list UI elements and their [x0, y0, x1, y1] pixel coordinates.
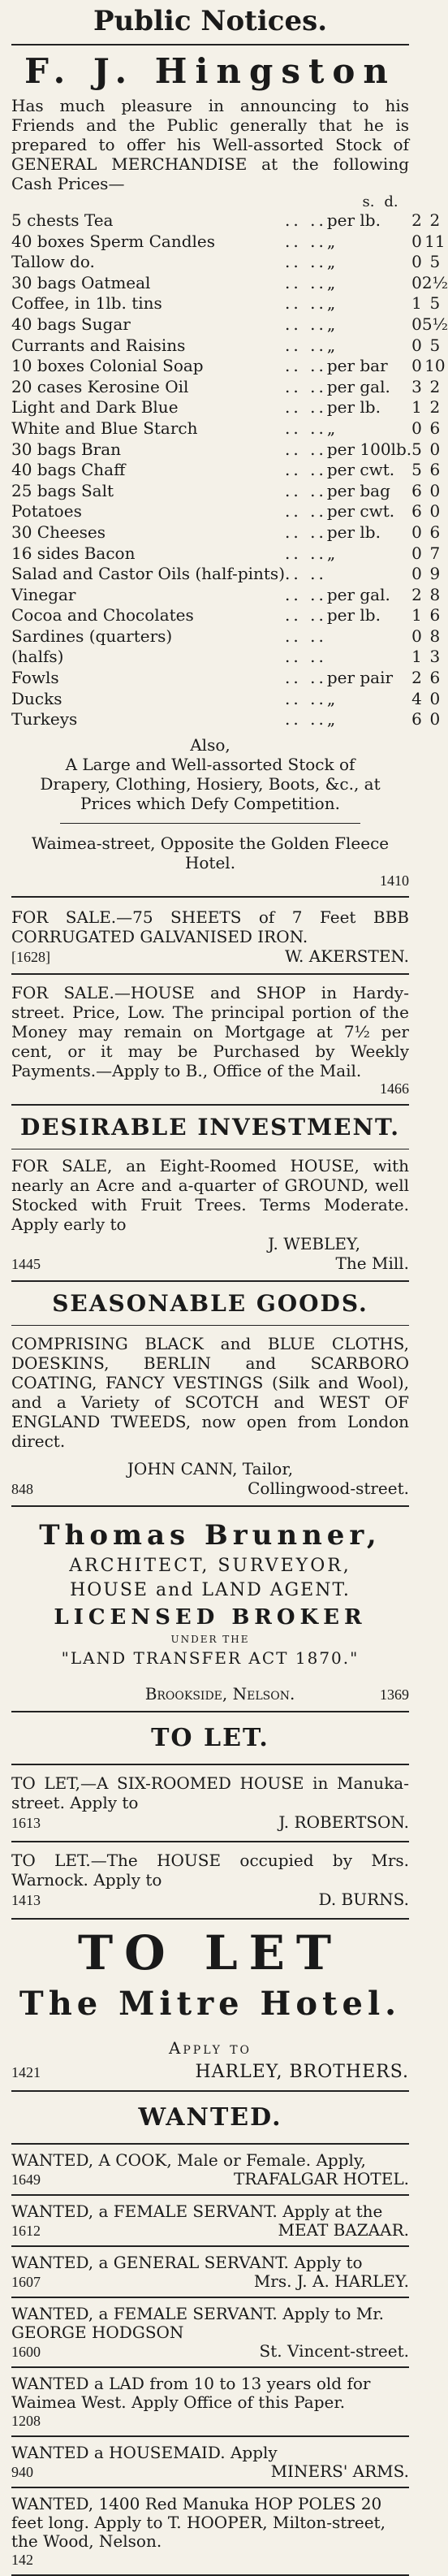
item-unit: per bag: [326, 480, 390, 500]
item-shillings: 6: [411, 709, 422, 730]
ref-number: 1607: [11, 2273, 41, 2290]
item-unit: „: [326, 252, 336, 272]
price-row: [11, 481, 448, 502]
item-unit: per bar: [326, 356, 388, 376]
ref-number: 1421: [11, 2063, 41, 2080]
price-row: [11, 605, 448, 626]
wanted-advert: [11, 2247, 409, 2297]
price-row: [11, 418, 448, 439]
item-name: Tallow do.: [11, 252, 95, 272]
item-pence: 2½: [421, 272, 448, 292]
item-pence: 6: [429, 668, 441, 688]
advert-line: UNDER THE: [170, 1633, 250, 1645]
advert-text: TO LET.—The HOUSE occupied by Mrs. Warnock. Apply to: [11, 1850, 409, 1890]
leader-dots: .. ..: [285, 356, 327, 376]
leader-dots: .. ..: [285, 668, 327, 688]
advert-line: LICENSED BROKER: [54, 1604, 367, 1630]
item-unit: „: [326, 335, 336, 355]
ref-number: 1613: [11, 1814, 41, 1831]
item-shillings: 4: [411, 688, 422, 708]
item-shillings: 0: [411, 272, 422, 292]
item-shillings: 2: [411, 210, 422, 230]
item-pence: 6: [429, 522, 441, 542]
leader-dots: .. ..: [285, 210, 327, 230]
item-unit: „: [326, 418, 336, 438]
item-name: Turkeys: [11, 709, 78, 730]
item-unit: [327, 647, 411, 668]
leader-dots: .. ..: [285, 376, 327, 396]
item-shillings: 0: [411, 231, 422, 251]
wanted-advert: [11, 2196, 409, 2245]
advert-address: Waimea-street, Opposite the Golden Fleece Hotel.: [31, 833, 390, 872]
item-pence: 6: [429, 460, 441, 480]
item-unit: „: [326, 293, 336, 314]
section-heading: SEASONABLE GOODS.: [52, 1289, 368, 1317]
item-shillings: 6: [411, 480, 422, 500]
leader-dots: .. ..: [285, 688, 327, 708]
item-shillings: 5: [411, 439, 422, 459]
item-pence: 5½: [421, 314, 448, 334]
advertiser-name: Mrs. J. A. HARLEY.: [253, 2271, 409, 2291]
leader-dots: .. ..: [285, 605, 327, 626]
price-row: [11, 356, 448, 377]
ref-number: [1628]: [11, 948, 50, 965]
advertiser-place: Collingwood-street.: [248, 1478, 409, 1498]
divider: [11, 1325, 409, 1326]
item-pence: 0: [429, 501, 441, 522]
item-pence: 2: [429, 376, 441, 396]
item-name: 30 bags Oatmeal: [11, 272, 151, 292]
item-name: White and Blue Starch: [11, 418, 198, 438]
advert-text: FOR SALE, an Eight-Roomed HOUSE, with nearly an Acre and a-quarter of GROUND, well Stocked with Fruit Trees. Terms Moderate. Apply early to: [11, 1155, 409, 1234]
ref-number: 940: [11, 2463, 33, 2480]
leader-dots: .. ..: [285, 564, 327, 584]
item-unit: per cwt.: [326, 460, 395, 480]
apply-label: Apply to: [168, 2037, 252, 2058]
item-name: Fowls: [11, 668, 59, 688]
leader-dots: .. ..: [285, 397, 327, 418]
item-shillings: 1: [411, 293, 422, 314]
leader-dots: .. ..: [285, 647, 327, 667]
item-name: Potatoes: [11, 501, 82, 522]
wanted-advert: [11, 2368, 409, 2435]
item-name: 30 bags Bran: [11, 439, 122, 459]
advert-text: WANTED, a FEMALE SERVANT. Apply at the: [11, 2201, 383, 2221]
item-name: Vinegar: [11, 584, 76, 604]
item-pence: 5: [429, 335, 441, 355]
item-pence: 8: [429, 584, 441, 604]
item-name: Ducks: [11, 688, 62, 708]
item-shillings: 0: [411, 252, 422, 272]
item-name: Light and Dark Blue: [11, 397, 179, 418]
ref-number: 1466: [380, 1080, 409, 1097]
price-row: [11, 543, 448, 565]
item-pence: 0: [429, 439, 441, 459]
item-pence: 11: [424, 231, 446, 251]
leader-dots: .. ..: [285, 418, 327, 438]
leader-dots: .. ..: [285, 231, 327, 251]
price-row: [11, 564, 448, 585]
item-unit: per lb.: [326, 605, 381, 626]
item-unit: „: [326, 314, 336, 334]
section-heading: WANTED.: [138, 2102, 282, 2132]
advert-text: FOR SALE.—75 SHEETS of 7 Feet BBB CORRUGATED GALVANISED IRON.: [11, 907, 409, 946]
item-name: 5 chests Tea: [11, 210, 114, 230]
advert-text: COMPRISING BLACK and BLUE CLOTHS, DOESKINS, BERLIN and SCARBORO COATING, FANCY VESTINGS (Silk and Wool), and a Variety of SCOTCH and WEST OF ENGLAND TWEEDS, now open from London direct.: [11, 1333, 409, 1451]
leader-dots: .. ..: [285, 584, 327, 604]
item-pence: 3: [429, 647, 441, 667]
masthead: Public Notices.: [93, 5, 328, 37]
advert-text: FOR SALE.—HOUSE and SHOP in Hardy-street. Price, Low. The principal portion of the Money may remain on Mortgage at 7½ per cent, or it may be Purchased by Weekly Payments.—Apply to B., Office of the Mail.: [11, 982, 409, 1080]
advertiser-name: HARLEY, BROTHERS.: [195, 2061, 409, 2082]
wanted-advert: [11, 2488, 409, 2574]
leader-dots: .. ..: [285, 709, 327, 730]
item-shillings: 0: [411, 564, 422, 584]
leader-dots: .. ..: [285, 314, 327, 334]
advertiser-name: TRAFALGAR HOTEL.: [234, 2168, 409, 2189]
item-shillings: 0: [411, 314, 422, 334]
item-pence: 0: [429, 480, 441, 500]
wanted-advert: [11, 2437, 409, 2487]
item-pence: 10: [424, 356, 446, 376]
item-name: (halfs): [11, 647, 64, 667]
price-row: [11, 336, 448, 357]
item-shillings: 2: [411, 668, 422, 688]
let-manuka-advert: [11, 1765, 409, 1833]
item-name: 25 bags Salt: [11, 480, 114, 500]
advert-text: TO LET,—A SIX-ROOMED HOUSE in Manuka-street. Apply to: [11, 1773, 409, 1812]
price-row: [11, 689, 448, 710]
item-pence: 6: [429, 418, 441, 438]
item-name: Coffee, in 1lb. tins: [11, 293, 162, 314]
advert-intro: Has much pleasure in announcing to his Friends and the Public generally that he is prepared to offer his Well-assorted Stock of GENERAL MERCHANDISE at the following Cash Prices—: [11, 96, 409, 193]
leader-dots: .. ..: [285, 439, 327, 459]
leader-dots: .. ..: [285, 522, 327, 542]
advert-text: WANTED, a GENERAL SERVANT. Apply to: [11, 2252, 363, 2272]
item-name: 30 Cheeses: [11, 522, 106, 542]
advertiser-place: The Mill.: [335, 1253, 409, 1273]
price-row: [11, 709, 448, 730]
wanted-advert: [11, 2145, 409, 2194]
advertiser-name: Thomas Brunner,: [39, 1518, 381, 1552]
price-row: [11, 232, 448, 253]
price-row: [11, 626, 448, 647]
price-row: [11, 273, 448, 294]
item-pence: 9: [429, 564, 441, 584]
section-heading: DESIRABLE INVESTMENT.: [19, 1113, 401, 1141]
ref-number: 1208: [11, 2412, 41, 2429]
price-row: [11, 377, 448, 398]
item-unit: per gal.: [326, 376, 390, 396]
advert-title: F. J. Hingston: [24, 51, 396, 91]
item-unit: „: [326, 688, 336, 708]
item-pence: 2: [429, 210, 441, 230]
item-shillings: 0: [411, 356, 422, 376]
price-row: [11, 460, 448, 481]
item-name: 40 bags Sugar: [11, 314, 131, 334]
leader-dots: .. ..: [285, 272, 327, 292]
item-shillings: 0: [411, 543, 422, 563]
advert-line: "LAND TRANSFER ACT 1870.": [61, 1647, 360, 1668]
item-unit: per lb.: [326, 397, 381, 418]
item-name: 40 bags Chaff: [11, 460, 126, 480]
item-shillings: 0: [411, 522, 422, 542]
item-pence: 0: [429, 688, 441, 708]
advert-line: HOUSE and LAND AGENT.: [70, 1579, 351, 1600]
advert-line: ARCHITECT, SURVEYOR,: [69, 1555, 351, 1576]
item-unit: „: [326, 272, 336, 292]
leader-dots: .. ..: [285, 460, 327, 480]
wanted-advert: [11, 2298, 409, 2366]
price-list: [11, 210, 448, 730]
item-name: 16 sides Bacon: [11, 543, 136, 563]
item-shillings: 0: [411, 335, 422, 355]
mitre-advert: [11, 1920, 409, 2082]
advertiser-name: St. Vincent-street.: [259, 2340, 409, 2361]
advertiser-name: MEAT BAZAAR.: [278, 2219, 409, 2240]
ref-number: 1600: [11, 2343, 41, 2360]
item-name: Salad and Castor Oils (half-pints): [11, 564, 286, 584]
item-shillings: 1: [411, 397, 422, 418]
item-unit: [327, 564, 411, 585]
advert-subtitle: The Mitre Hotel.: [19, 1984, 402, 2023]
also-text: A Large and Well-assorted Stock of Drapery, Clothing, Hosiery, Boots, &c., at Prices which Defy Competition.: [40, 754, 381, 813]
price-row: [11, 439, 448, 461]
item-pence: 5: [429, 293, 441, 314]
item-unit: [327, 626, 411, 647]
col-shillings: s.: [362, 193, 375, 210]
item-name: Currants and Raisins: [11, 335, 186, 355]
advertiser-name: J. ROBERTSON.: [278, 1812, 409, 1832]
item-shillings: 1: [411, 647, 422, 667]
item-name: Sardines (quarters): [11, 626, 173, 646]
item-pence: 0: [429, 709, 441, 730]
sale-iron-advert: [11, 898, 409, 967]
hingston-advert: [11, 45, 448, 890]
item-unit: „: [326, 543, 336, 563]
ref-number: 1410: [380, 872, 409, 889]
price-column-headers: [11, 193, 409, 210]
item-pence: 6: [429, 605, 441, 626]
item-unit: per gal.: [326, 584, 390, 604]
leader-dots: .. ..: [285, 252, 327, 272]
item-unit: per lb.: [326, 210, 381, 230]
ref-number: 1445: [11, 1255, 41, 1272]
brunner-advert: [11, 1507, 409, 1704]
price-row: [11, 397, 448, 418]
item-name: 40 boxes Sperm Candles: [11, 231, 216, 251]
leader-dots: .. ..: [285, 626, 327, 646]
ref-number: 848: [11, 1480, 33, 1497]
advert-title: TO LET: [77, 1924, 343, 1981]
ref-number: 1413: [11, 1891, 41, 1908]
advert-text: WANTED a LAD from 10 to 13 years old for Waimea West. Apply Office of this Paper.: [11, 2373, 371, 2412]
price-row: [11, 501, 448, 522]
price-row: [11, 668, 448, 689]
item-shillings: 2: [411, 584, 422, 604]
advertiser-place: Brookside, Nelson.: [144, 1683, 295, 1704]
leader-dots: .. ..: [285, 543, 327, 563]
section-heading: TO LET.: [151, 1723, 269, 1752]
let-warnock-advert: [11, 1842, 409, 1910]
advert-text: WANTED a HOUSEMAID. Apply: [11, 2442, 278, 2462]
item-unit: per pair: [326, 668, 394, 688]
leader-dots: .. ..: [285, 480, 327, 500]
advertiser-name: J. WEBLEY,: [268, 1233, 360, 1253]
advertiser-name: D. BURNS.: [318, 1889, 409, 1909]
divider: [60, 823, 360, 824]
item-unit: per cwt.: [326, 501, 395, 522]
item-shillings: 6: [411, 501, 422, 522]
item-name: Cocoa and Chocolates: [11, 605, 194, 626]
item-name: 10 boxes Colonial Soap: [11, 356, 204, 376]
ref-number: 1612: [11, 2222, 41, 2239]
wanted-list: [0, 2145, 420, 2576]
col-pence: d.: [384, 193, 398, 210]
ref-number: 1649: [11, 2171, 41, 2188]
price-row: [11, 210, 448, 232]
item-pence: 7: [429, 543, 441, 563]
item-pence: 2: [429, 397, 441, 418]
investment-advert: [11, 1106, 409, 1274]
item-shillings: 0: [411, 418, 422, 438]
item-shillings: 5: [411, 460, 422, 480]
price-row: [11, 293, 448, 314]
advertiser-name: MINERS' ARMS.: [270, 2461, 409, 2481]
advertiser-name: W. AKERSTEN.: [284, 946, 409, 966]
item-unit: „: [326, 231, 336, 251]
advertiser-name: JOHN CANN, Tailor,: [127, 1458, 294, 1478]
item-shillings: 1: [411, 605, 422, 626]
item-unit: per 100lb.: [326, 439, 412, 459]
item-pence: 5: [429, 252, 441, 272]
price-row: [11, 585, 448, 606]
also-label: Also,: [190, 734, 230, 755]
leader-dots: .. ..: [285, 293, 327, 314]
ref-number: 142: [11, 2551, 33, 2568]
seasonable-advert: [11, 1282, 409, 1499]
sale-house-advert: [11, 975, 409, 1098]
advert-text: WANTED, A COOK, Male or Female. Apply,: [11, 2150, 366, 2170]
advert-text: WANTED, a FEMALE SERVANT. Apply to Mr. GEORGE HODGSON: [11, 2303, 384, 2342]
advert-text: WANTED, 1400 Red Manuka HOP POLES 20 feet long. Apply to T. HOOPER, Milton-street, the Wood, Nelson.: [11, 2493, 386, 2551]
item-pence: 8: [429, 626, 441, 646]
item-shillings: 0: [411, 626, 422, 646]
price-row: [11, 522, 448, 543]
ref-number: 1369: [380, 1686, 409, 1703]
leader-dots: .. ..: [285, 335, 327, 355]
price-row: [11, 252, 448, 273]
item-unit: per lb.: [326, 522, 381, 542]
item-shillings: 3: [411, 376, 422, 396]
item-unit: „: [326, 709, 336, 730]
price-row: [11, 647, 448, 668]
price-row: [11, 314, 448, 336]
item-name: 20 cases Kerosine Oil: [11, 376, 189, 396]
leader-dots: .. ..: [285, 501, 327, 522]
